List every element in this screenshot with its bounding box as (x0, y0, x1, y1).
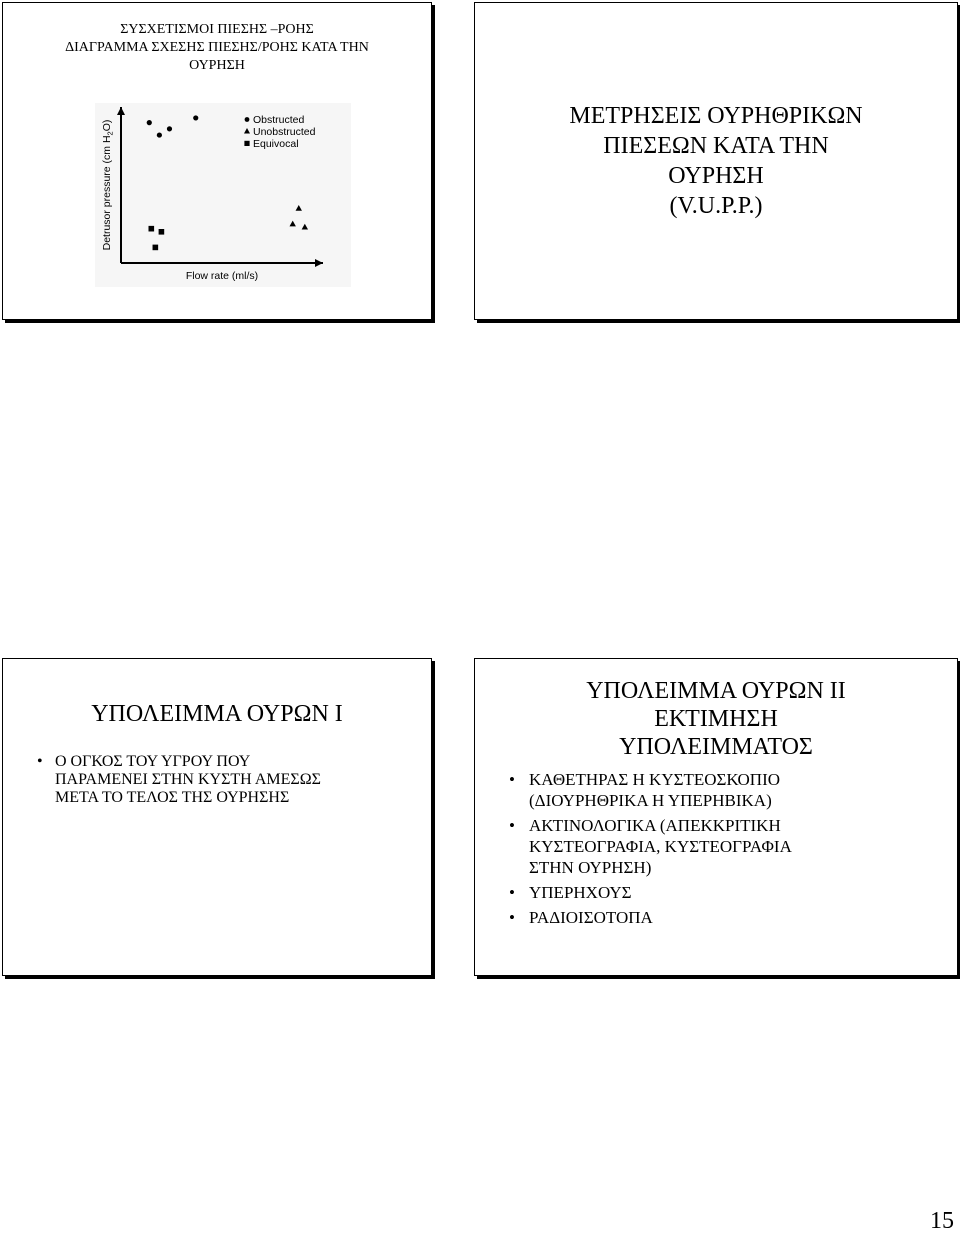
bullet-line: ΚΥΣΤΕΟΓΡΑΦΙΑ, ΚΥΣΤΕΟΓΡΑΦΙΑ (529, 837, 792, 856)
slide3-bullet-list (3, 753, 431, 807)
bullet-line: ΚΑΘΕΤΗΡΑΣ Η ΚΥΣΤΕΟΣΚΟΠΙΟ (529, 770, 781, 789)
data-point-obstructed (193, 115, 198, 120)
slide-residual-urine-1 (2, 658, 432, 976)
pressure-flow-chart (95, 103, 351, 287)
data-point-equivocal (159, 229, 165, 235)
legend-label: Equivocal (253, 138, 299, 150)
slide4-title (475, 677, 957, 761)
bullet-item (3, 753, 431, 807)
legend-circle-icon (245, 117, 250, 122)
slide4-bullet-list (475, 769, 957, 928)
legend-square-icon (244, 141, 249, 146)
slide2-title-line: ΟΥΡΗΣΗ (668, 163, 764, 189)
slide2-title-line: ΜΕΤΡΗΣΕΙΣ ΟΥΡΗΘΡΙΚΩΝ (569, 103, 863, 129)
x-axis-label: Flow rate (ml/s) (185, 270, 259, 282)
bullet-line: ΡΑΔΙΟΙΣΟΤΟΠΑ (529, 908, 653, 927)
data-point-obstructed (167, 126, 172, 131)
bullet-line: (ΔΙΟΥΡΗΘΡΙΚΑ Η ΥΠΕΡΗΒΙΚΑ) (529, 791, 772, 810)
bullet-dot-icon: • (37, 753, 43, 770)
slide2-title-line: (V.U.P.P.) (669, 193, 763, 219)
bullet-line: ΑΚΤΙΝΟΛΟΓΙΚΑ (ΑΠΕΚΚΡΙΤΙΚΗ (529, 816, 781, 835)
slide1-title-line: ΣΥΣΧΕΤΙΣΜΟΙ ΠΙΕΣΗΣ –ΡΟΗΣ (120, 22, 314, 37)
data-point-obstructed (147, 120, 152, 125)
bullet-line: ΣΤΗΝ ΟΥΡΗΣΗ) (529, 858, 652, 877)
slide4-title-line: ΕΚΤΙΜΗΣΗ (654, 706, 778, 732)
bullet-line: Ο ΟΓΚΟΣ ΤΟΥ ΥΓΡΟΥ ΠΟΥ (55, 753, 251, 770)
slide4-title-line: ΥΠΟΛΕΙΜΜΑΤΟΣ (619, 734, 813, 760)
slide1-title-line: ΟΥΡΗΣΗ (189, 58, 245, 73)
page-number: 15 (930, 1208, 954, 1234)
slide1-title-line: ΔΙΑΓΡΑΜΜΑ ΣΧΕΣΗΣ ΠΙΕΣΗΣ/ΡΟΗΣ ΚΑΤΑ ΤΗΝ (65, 40, 369, 55)
bullet-line: ΠΑΡΑΜΕΝΕΙ ΣΤΗΝ ΚΥΣΤΗ ΑΜΕΣΩΣ (55, 771, 321, 788)
slide4-title-line: ΥΠΟΛΕΙΜΜΑ ΟΥΡΩΝ ΙΙ (586, 678, 846, 704)
bullet-dot-icon: • (509, 770, 515, 789)
legend-label: Obstructed (253, 114, 305, 126)
slide2-title-line: ΠΙΕΣΕΩΝ ΚΑΤΑ ΤΗΝ (603, 133, 829, 159)
legend-label: Unobstructed (253, 126, 316, 138)
bullet-item (475, 907, 957, 928)
bullet-line: ΜΕΤΑ ΤΟ ΤΕΛΟΣ ΤΗΣ ΟΥΡΗΣΗΣ (55, 789, 290, 806)
data-point-equivocal (153, 245, 159, 251)
data-point-equivocal (149, 226, 155, 232)
slide-residual-urine-2 (474, 658, 958, 976)
slide1-title (3, 21, 431, 75)
y-axis-label: Detrusor pressure (cm $H_2O$) (101, 119, 115, 251)
slide-vupp (474, 2, 958, 320)
bullet-line: ΥΠΕΡΗΧΟΥΣ (529, 883, 632, 902)
bullet-dot-icon: • (509, 883, 515, 902)
slide3-title: ΥΠΟΛΕΙΜΜΑ ΟΥΡΩΝ Ι (91, 701, 343, 727)
bullet-dot-icon: • (509, 908, 515, 927)
slide-pressure-flow (2, 2, 432, 320)
bullet-item (475, 769, 957, 811)
data-point-obstructed (157, 132, 162, 137)
bullet-item (475, 882, 957, 903)
slide2-title (475, 101, 957, 221)
bullet-dot-icon: • (509, 816, 515, 835)
bullet-item (475, 815, 957, 878)
